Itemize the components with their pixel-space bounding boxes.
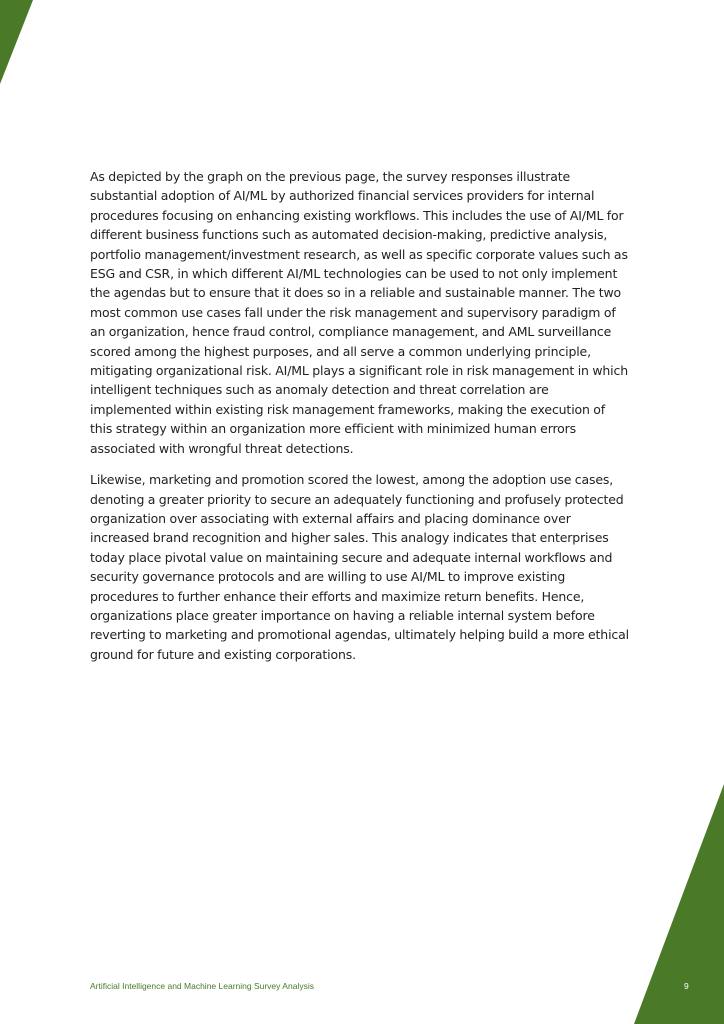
bottom-corner-triangle	[634, 784, 724, 1024]
footer-document-title: Artificial Intelligence and Machine Learning Survey Analysis	[90, 981, 314, 991]
bottom-right-corner-decoration	[624, 784, 724, 1024]
paragraph-1: As depicted by the graph on the previous page, the survey responses illustrate substantial adoption of AI/ML by authorized financial services providers for internal procedures focusing on enhancing existing workflows. This includes the use of AI/ML for different business functions such as automated decision-making, predictive analysis, portfolio management/investment research, as well as specific corporate values such as ESG and CSR, in which different AI/ML technologies can be used to not only implement the agendas but to ensure that it does so in a reliable and sustainable manner. The two most common use cases fall under the risk management and supervisory paradigm of an organization, hence fraud control, compliance management, and AML surveillance scored among the highest purposes, and all serve a common underlying principle, mitigating organizational risk. AI/ML plays a significant role in risk management in which intelligent techniques such as anomaly detection and threat correlation are implemented within existing risk management frameworks, making the execution of this strategy within an organization more efficient with minimized human errors associated with wrongful threat detections.	[90, 169, 628, 456]
main-content	[90, 167, 630, 664]
top-corner-triangle	[0, 0, 33, 84]
top-left-corner-decoration	[0, 0, 40, 90]
page-number: 9	[684, 981, 689, 991]
paragraph-2: Likewise, marketing and promotion scored the lowest, among the adoption use cases, denoting a greater priority to secure an adequately functioning and profusely protected organization over associating with external affairs and placing dominance over increased brand recognition and higher sales. This analogy indicates that enterprises today place pivotal value on maintaining secure and adequate internal workflows and security governance protocols and are willing to use AI/ML to improve existing procedures to further enhance their efforts and maximize return benefits. Hence, organizations place greater importance on having a reliable internal system before reverting to marketing and promotional agendas, ultimately helping build a more ethical ground for future and existing corporations.	[90, 472, 629, 662]
